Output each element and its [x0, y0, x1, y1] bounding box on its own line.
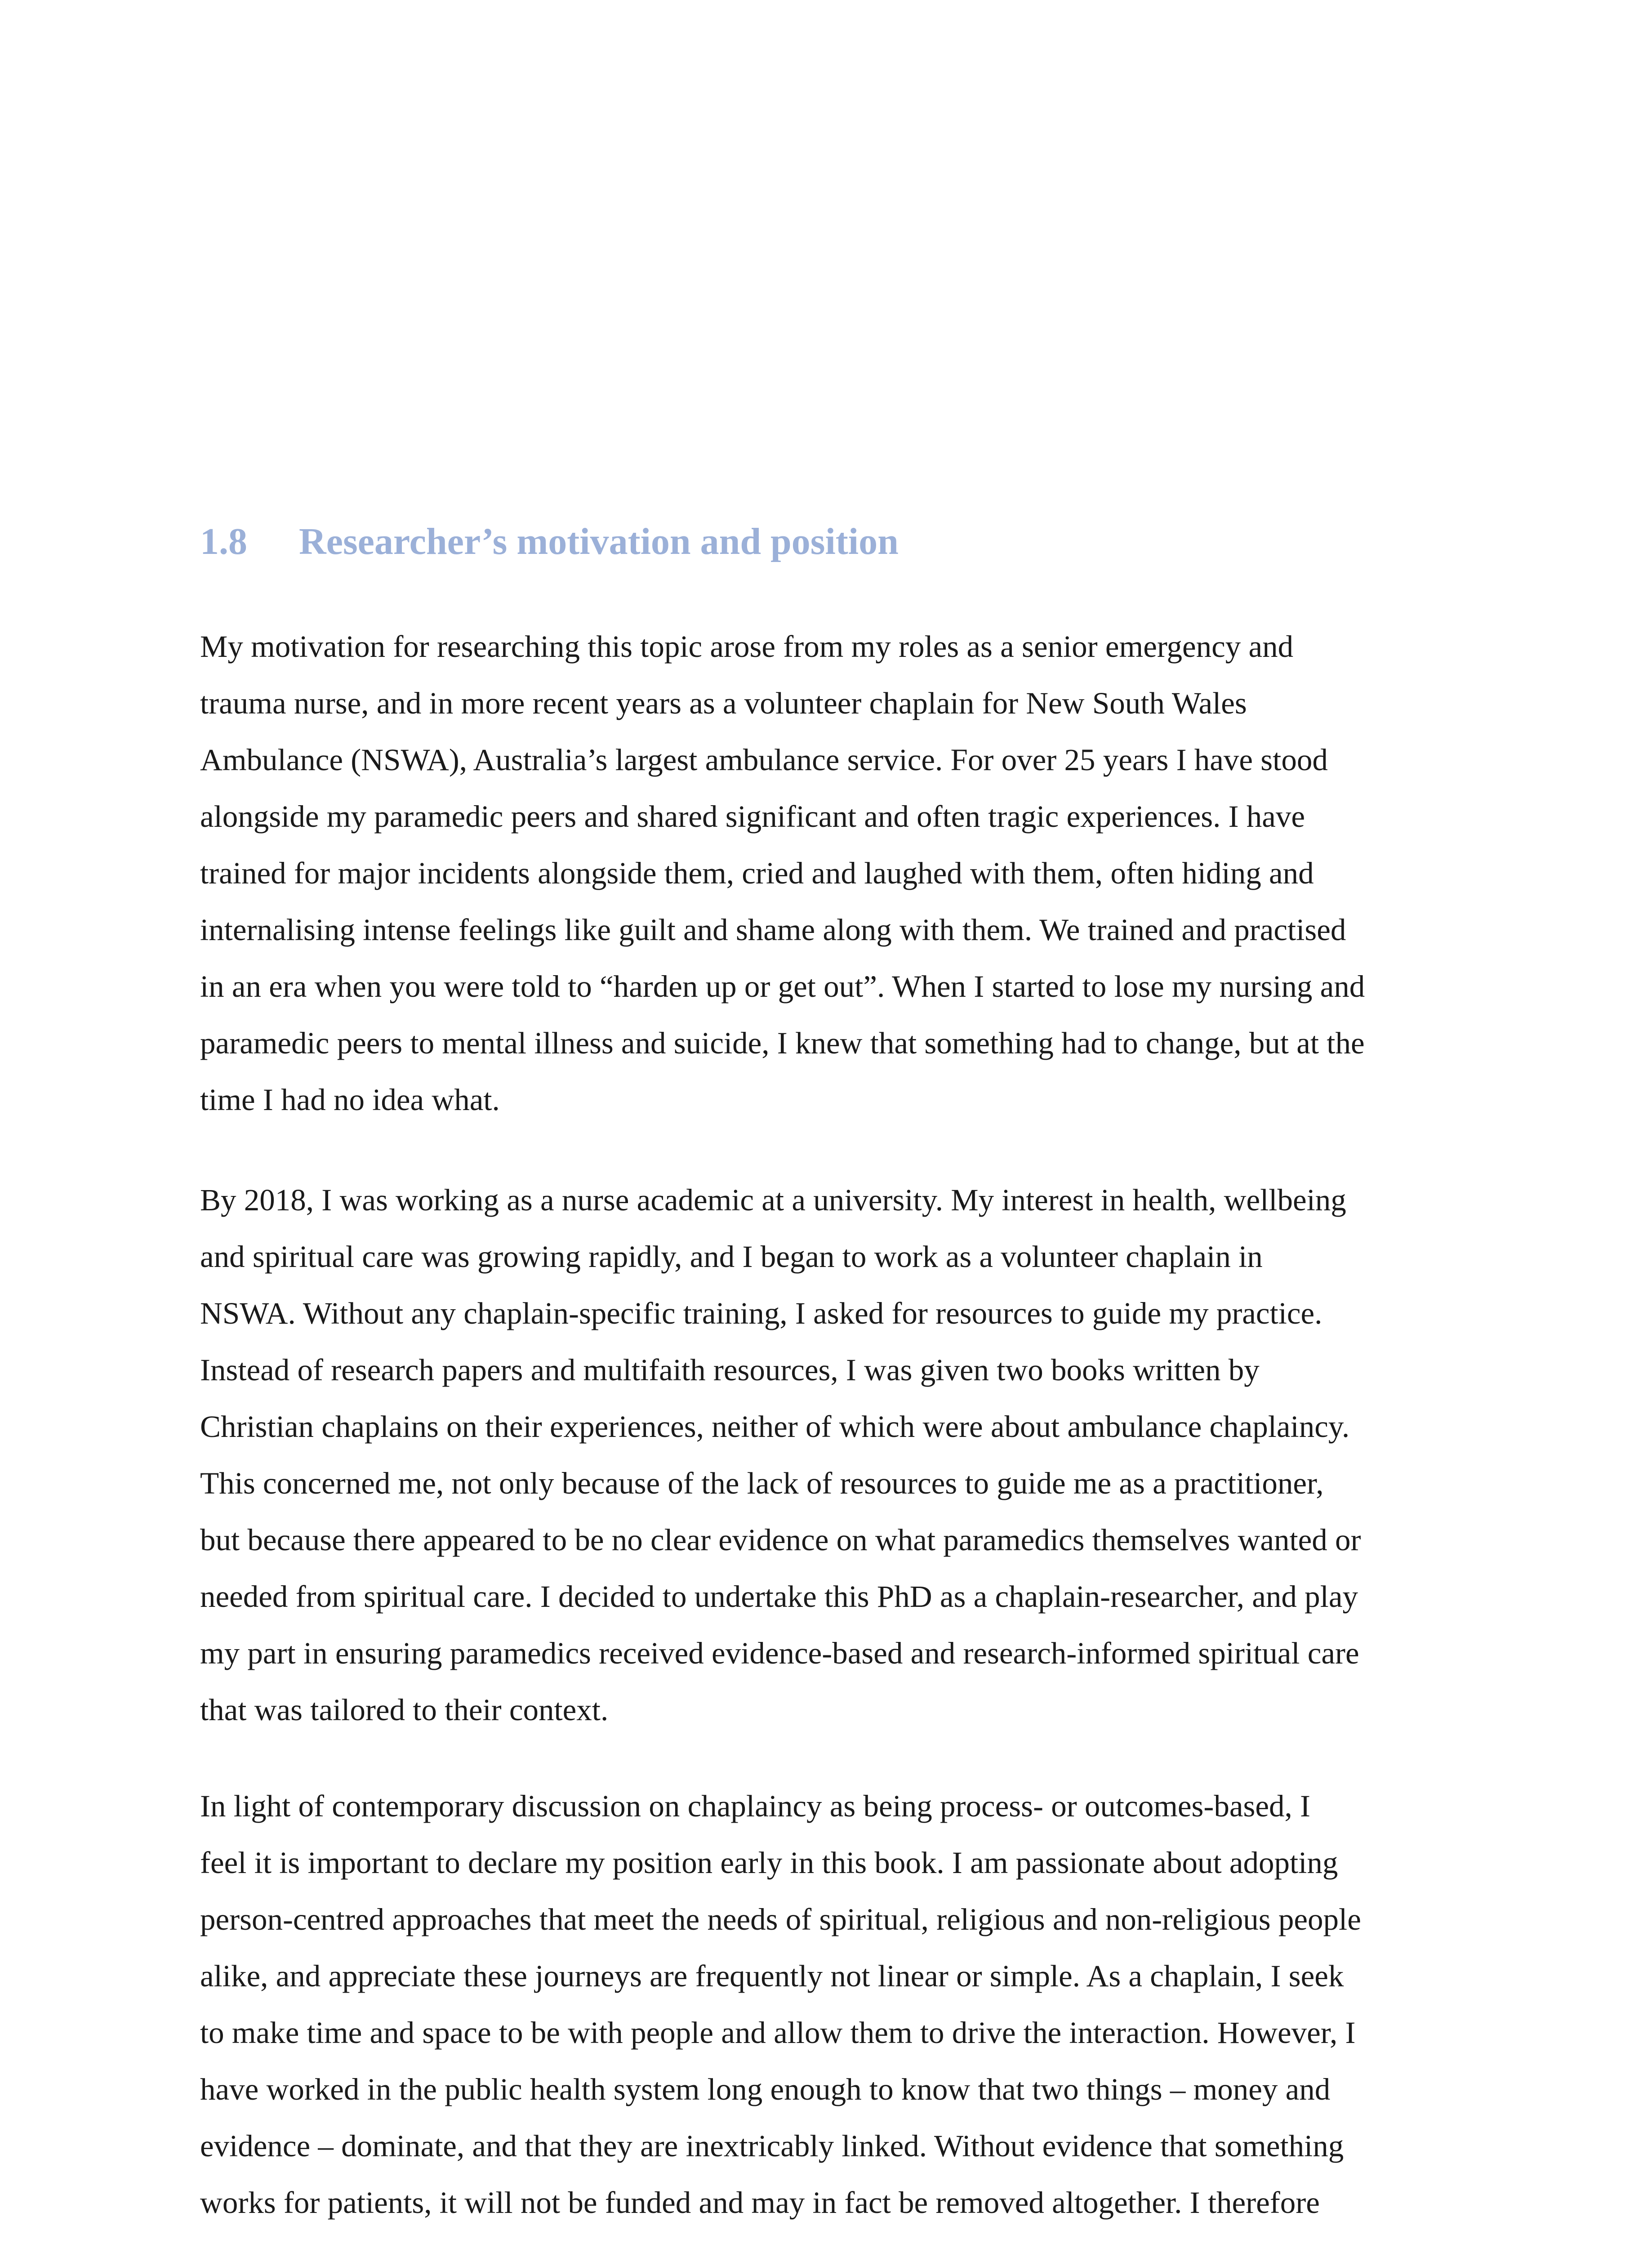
- paragraph-motivation: [200, 618, 1450, 1128]
- text-line: My motivation for researching this topic arose from my roles as a senior emergency and: [200, 629, 1294, 664]
- paragraph-position: [200, 1778, 1450, 2231]
- text-line: Ambulance (NSWA), Australia’s largest ambulance service. For over 25 years I have stood: [200, 743, 1328, 777]
- text-line: and spiritual care was growing rapidly, and I began to work as a volunteer chaplain in: [200, 1240, 1263, 1274]
- text-line: NSWA. Without any chaplain-specific training, I asked for resources to guide my practice.: [200, 1296, 1322, 1330]
- text-line: Instead of research papers and multifaith resources, I was given two books written by: [200, 1353, 1260, 1387]
- paragraph-background: [200, 1172, 1450, 1738]
- text-line: This concerned me, not only because of the lack of resources to guide me as a practitioner,: [200, 1466, 1324, 1500]
- text-line: needed from spiritual care. I decided to undertake this PhD as a chaplain-researcher, and play: [200, 1579, 1358, 1614]
- text-line: paramedic peers to mental illness and suicide, I knew that something had to change, but at the: [200, 1026, 1365, 1060]
- text-line: have worked in the public health system long enough to know that two things – money and: [200, 2072, 1331, 2106]
- text-line: evidence – dominate, and that they are inextricably linked. Without evidence that something: [200, 2129, 1344, 2163]
- text-line: trained for major incidents alongside them, cried and laughed with them, often hiding and: [200, 856, 1314, 890]
- text-line: that was tailored to their context.: [200, 1693, 609, 1727]
- text-line: time I had no idea what.: [200, 1083, 500, 1117]
- text-line: internalising intense feelings like guilt and shame along with them. We trained and practised: [200, 913, 1346, 947]
- text-line: In light of contemporary discussion on chaplaincy as being process- or outcomes-based, I: [200, 1789, 1310, 1823]
- text-line: feel it is important to declare my position early in this book. I am passionate about adopting: [200, 1846, 1338, 1880]
- text-line: By 2018, I was working as a nurse academic at a university. My interest in health, wellbeing: [200, 1183, 1346, 1217]
- text-line: but because there appeared to be no clear evidence on what paramedics themselves wanted or: [200, 1523, 1361, 1557]
- section-number: 1.8: [200, 521, 247, 562]
- text-line: trauma nurse, and in more recent years as a volunteer chaplain for New South Wales: [200, 686, 1247, 720]
- text-line: works for patients, it will not be funded and may in fact be removed altogether. I therefore: [200, 2186, 1320, 2220]
- section-heading: [200, 517, 899, 566]
- text-line: alongside my paramedic peers and shared significant and often tragic experiences. I have: [200, 799, 1305, 834]
- text-line: to make time and space to be with people and allow them to drive the interaction. However, I: [200, 2016, 1356, 2050]
- text-line: person-centred approaches that meet the needs of spiritual, religious and non-religious people: [200, 1902, 1361, 1936]
- text-line: Christian chaplains on their experiences, neither of which were about ambulance chaplaincy.: [200, 1409, 1350, 1444]
- text-line: alike, and appreciate these journeys are frequently not linear or simple. As a chaplain, I seek: [200, 1959, 1344, 1993]
- section-title: Researcher’s motivation and position: [299, 521, 899, 562]
- text-line: my part in ensuring paramedics received evidence-based and research-informed spiritual care: [200, 1636, 1359, 1670]
- text-line: in an era when you were told to “harden up or get out”. When I started to lose my nursing and: [200, 969, 1365, 1004]
